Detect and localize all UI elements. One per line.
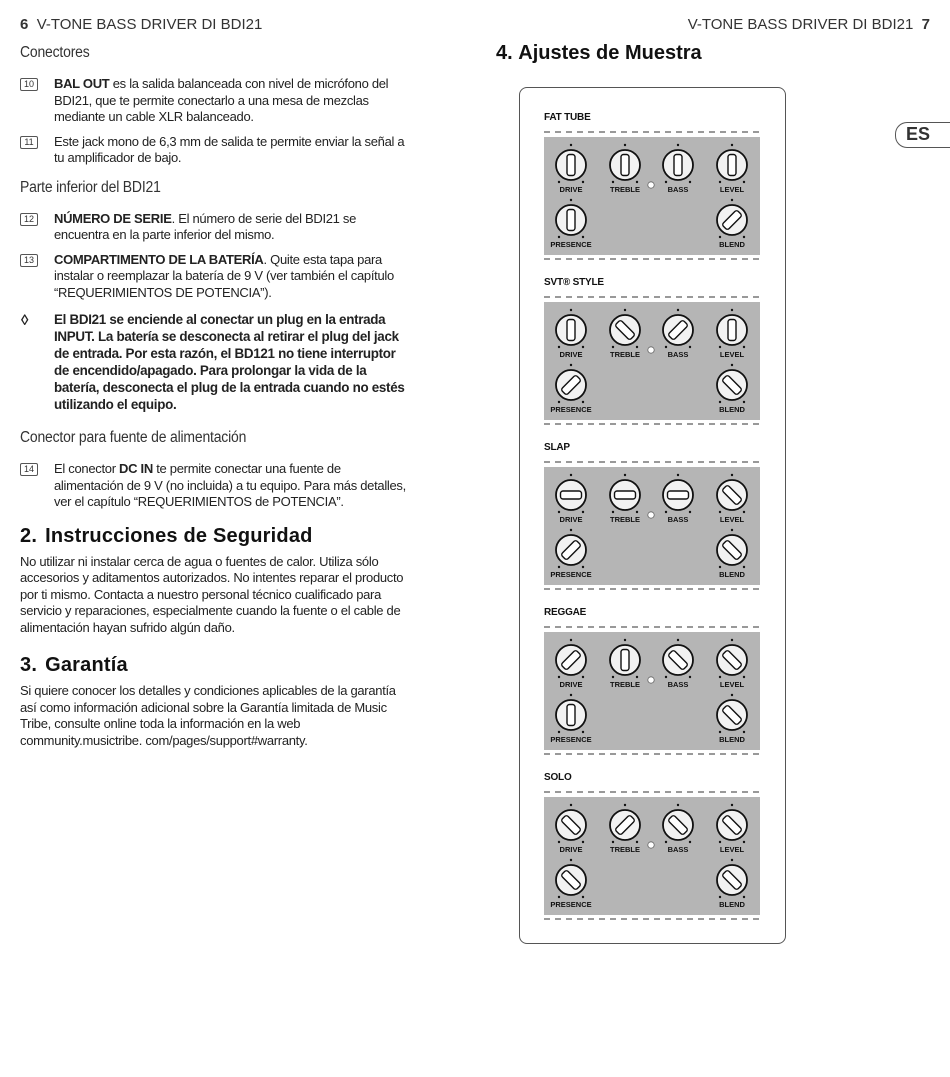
scale-dot (624, 639, 626, 641)
scale-dot (570, 364, 572, 366)
knob-label: DRIVE (559, 845, 583, 854)
scale-dot (558, 841, 560, 843)
scale-dot (558, 236, 560, 238)
scale-dot (624, 144, 626, 146)
scale-dot (731, 364, 733, 366)
knob-pointer (621, 155, 629, 176)
scale-dot (570, 309, 572, 311)
scale-dot (558, 511, 560, 513)
preset-diagram (544, 462, 760, 589)
scale-dot (731, 639, 733, 641)
inferior-heading: Parte inferior del BDI21 (20, 178, 161, 196)
item-number-badge: 12 (20, 213, 38, 226)
preset-diagram (544, 132, 760, 259)
scale-dot (582, 896, 584, 898)
section-4-title (496, 42, 702, 65)
scale-dot (689, 841, 691, 843)
knob-label: LEVEL (719, 515, 745, 524)
scale-dot (582, 566, 584, 568)
scale-dot (677, 309, 679, 311)
scale-dot (558, 676, 560, 678)
scale-dot (570, 694, 572, 696)
knob-pointer (668, 491, 689, 499)
knob-label: BASS (667, 515, 689, 524)
section-number: 3. (20, 654, 38, 676)
language-tab (895, 122, 950, 148)
section-3-body: Si quiere conocer los detalles y condiciones aplicables de la garantía así como información adicional sobre la Garantía limitada de Music Tribe, consulte online toda la información en la web community.musictribe. com/pages/support#warranty. (20, 683, 396, 748)
scale-dot (743, 181, 745, 183)
section-2-title (20, 525, 410, 548)
item-number-badge: 11 (20, 136, 38, 149)
scale-dot (719, 346, 721, 348)
scale-dot (582, 676, 584, 678)
scale-dot (743, 566, 745, 568)
knob-label: DRIVE (559, 680, 583, 689)
knob-pointer (567, 320, 575, 341)
scale-dot (689, 511, 691, 513)
item-prefix: El conector (54, 461, 120, 476)
scale-dot (636, 841, 638, 843)
scale-dot (731, 694, 733, 696)
scale-dot (665, 676, 667, 678)
left-column (20, 44, 410, 761)
knob-label: TREBLE (610, 350, 640, 359)
preset-name: FAT TUBE (544, 112, 591, 123)
scale-dot (665, 181, 667, 183)
item-number-badge: 14 (20, 463, 38, 476)
scale-dot (677, 144, 679, 146)
list-item (20, 211, 410, 244)
scale-dot (570, 144, 572, 146)
scale-dot (570, 529, 572, 531)
scale-dot (677, 474, 679, 476)
scale-dot (570, 639, 572, 641)
knob-pointer (567, 705, 575, 726)
led-indicator (648, 677, 654, 683)
header-title-right: V-TONE BASS DRIVER DI BDI21 (687, 16, 914, 33)
scale-dot (570, 804, 572, 806)
scale-dot (582, 841, 584, 843)
scale-dot (612, 181, 614, 183)
knob-pointer (728, 155, 736, 176)
scale-dot (582, 346, 584, 348)
scale-dot (636, 676, 638, 678)
section-number: 2. (20, 524, 38, 547)
page-header-left (20, 16, 262, 33)
scale-dot (582, 236, 584, 238)
scale-dot (689, 181, 691, 183)
item-bold-term: COMPARTIMENTO DE LA BATERÍA (54, 251, 264, 267)
scale-dot (558, 181, 560, 183)
scale-dot (731, 474, 733, 476)
preset-name: REGGAE (544, 607, 587, 618)
knob-label: PRESENCE (550, 240, 592, 249)
item-text: Este jack mono de 6,3 mm de salida te permite enviar la señal a tu amplificador de bajo. (54, 133, 405, 165)
knob-pointer (621, 650, 629, 671)
scale-dot (731, 859, 733, 861)
knob-label: PRESENCE (550, 570, 592, 579)
scale-dot (570, 859, 572, 861)
page-header-right (688, 16, 930, 33)
warning-text: El BDI21 se enciende al conectar un plug en la entrada INPUT. La batería se desconecta al retirar el plug del jack de entrada. Por esta razón, el BD121 no tiene interruptor de encendido/apagado. Para prolongar la vida de la batería, desconecta el plug de la entrada cuando no estés utilizando el equipo. (54, 312, 405, 412)
scale-dot (558, 731, 560, 733)
knob-label: BASS (667, 185, 689, 194)
knob-label: BLEND (719, 240, 745, 249)
scale-dot (719, 401, 721, 403)
scale-dot (743, 676, 745, 678)
item-bold-term: DC IN (119, 461, 153, 476)
scale-dot (624, 474, 626, 476)
scale-dot (719, 181, 721, 183)
scale-dot (677, 804, 679, 806)
knob-pointer (674, 155, 682, 176)
section-title-text: Instrucciones de Seguridad (45, 524, 313, 547)
scale-dot (624, 309, 626, 311)
page-number-left: 6 (20, 16, 29, 33)
list-item (20, 134, 410, 167)
section-title-text: Ajustes de Muestra (518, 42, 702, 64)
knob-label: LEVEL (719, 680, 745, 689)
scale-dot (570, 474, 572, 476)
scale-dot (665, 841, 667, 843)
item-number-badge: 10 (20, 78, 38, 91)
scale-dot (731, 199, 733, 201)
scale-dot (558, 346, 560, 348)
preset-diagram (544, 792, 760, 919)
led-indicator (648, 512, 654, 518)
knob-label: LEVEL (719, 185, 745, 194)
scale-dot (743, 236, 745, 238)
scale-dot (582, 181, 584, 183)
led-indicator (648, 842, 654, 848)
knob-label: BASS (667, 350, 689, 359)
knob-label: DRIVE (559, 515, 583, 524)
scale-dot (636, 181, 638, 183)
scale-dot (731, 309, 733, 311)
knob-label: BLEND (719, 405, 745, 414)
knob-label: PRESENCE (550, 405, 592, 414)
knob-label: TREBLE (610, 515, 640, 524)
page-number-right: 7 (921, 16, 930, 33)
knob-label: LEVEL (719, 350, 745, 359)
item-number-badge: 13 (20, 254, 38, 267)
knob-pointer (615, 491, 636, 499)
scale-dot (636, 511, 638, 513)
knob-label: BASS (667, 845, 689, 854)
scale-dot (743, 401, 745, 403)
item-bold-term: NÚMERO DE SERIE (54, 210, 172, 226)
knob-pointer (728, 320, 736, 341)
scale-dot (558, 401, 560, 403)
list-item (20, 252, 410, 302)
led-indicator (648, 347, 654, 353)
scale-dot (719, 511, 721, 513)
scale-dot (719, 841, 721, 843)
preset-name: SVT® STYLE (544, 277, 604, 288)
scale-dot (612, 841, 614, 843)
knob-label: BASS (667, 680, 689, 689)
sample-settings-panel (519, 87, 786, 944)
preset-name: SOLO (544, 772, 572, 783)
knob-pointer (567, 210, 575, 231)
scale-dot (731, 529, 733, 531)
scale-dot (612, 676, 614, 678)
item-text: te permite conectar una fuente de alimentación de 9 V (no incluida) a tu equipo. Para más detalles, ver el capítulo “REQUERIMIENTOS de POTENCIA”. (54, 461, 406, 509)
scale-dot (719, 566, 721, 568)
knob-label: BLEND (719, 735, 745, 744)
header-title-left: V-TONE BASS DRIVER DI BDI21 (36, 16, 263, 33)
scale-dot (582, 511, 584, 513)
knob-label: BLEND (719, 900, 745, 909)
item-text: . El número de serie del BDI21 se encuentra en la parte inferior del mismo. (54, 210, 357, 242)
knob-label: TREBLE (610, 845, 640, 854)
preset-diagram (544, 627, 760, 754)
scale-dot (743, 511, 745, 513)
section-2-body: No utilizar ni instalar cerca de agua o fuentes de calor. Utiliza sólo accesorios y aditamentos autorizados. No intentes reparar el producto por ti mismo. Contacta a nuestro personal técnico cualificado para servicio y reparaciones, especialmente cuando la fuente o el cable de alimentación hayan sufrido algún daño. (20, 553, 404, 635)
item-text: es la salida balanceada con nivel de micrófono del BDI21, que te permite conectarlo a una mesa de mezclas mediante un cable XLR balanceado. (54, 76, 389, 124)
conectores-heading: Conectores (20, 44, 90, 61)
scale-dot (719, 236, 721, 238)
knob-label: TREBLE (610, 185, 640, 194)
scale-dot (624, 804, 626, 806)
item-text: . Quite esta tapa para instalar o reemplazar la batería de 9 V (ver también el capítulo “REQUERIMIENTOS DE POTENCIA”). (54, 251, 394, 300)
section-number: 4. (496, 42, 513, 64)
scale-dot (570, 199, 572, 201)
scale-dot (743, 841, 745, 843)
led-indicator (648, 182, 654, 188)
scale-dot (719, 676, 721, 678)
knob-label: TREBLE (610, 680, 640, 689)
knob-label: LEVEL (719, 845, 745, 854)
list-item (20, 76, 410, 126)
knob-label: DRIVE (559, 185, 583, 194)
scale-dot (743, 896, 745, 898)
knob-pointer (567, 155, 575, 176)
scale-dot (743, 346, 745, 348)
scale-dot (689, 676, 691, 678)
item-bold-term: BAL OUT (54, 76, 110, 91)
preset-diagram (544, 297, 760, 424)
scale-dot (677, 639, 679, 641)
list-item (20, 461, 410, 511)
scale-dot (582, 401, 584, 403)
scale-dot (719, 896, 721, 898)
scale-dot (612, 511, 614, 513)
scale-dot (665, 346, 667, 348)
knob-label: PRESENCE (550, 735, 592, 744)
language-tab-label: ES (906, 124, 931, 144)
section-3-title (20, 654, 410, 677)
knob-label: BLEND (719, 570, 745, 579)
scale-dot (636, 346, 638, 348)
scale-dot (582, 731, 584, 733)
knob-label: PRESENCE (550, 900, 592, 909)
scale-dot (689, 346, 691, 348)
warning-diamond-icon: ◊ (21, 312, 29, 329)
scale-dot (731, 144, 733, 146)
fuente-heading: Conector para fuente de alimentación (20, 429, 247, 446)
scale-dot (558, 896, 560, 898)
knob-settings-diagram (520, 88, 785, 943)
knob-label: DRIVE (559, 350, 583, 359)
scale-dot (743, 731, 745, 733)
section-title-text: Garantía (45, 654, 128, 676)
scale-dot (719, 731, 721, 733)
scale-dot (731, 804, 733, 806)
scale-dot (558, 566, 560, 568)
knob-pointer (561, 491, 582, 499)
preset-name: SLAP (544, 442, 570, 453)
scale-dot (665, 511, 667, 513)
warning-note (20, 311, 410, 413)
scale-dot (612, 346, 614, 348)
